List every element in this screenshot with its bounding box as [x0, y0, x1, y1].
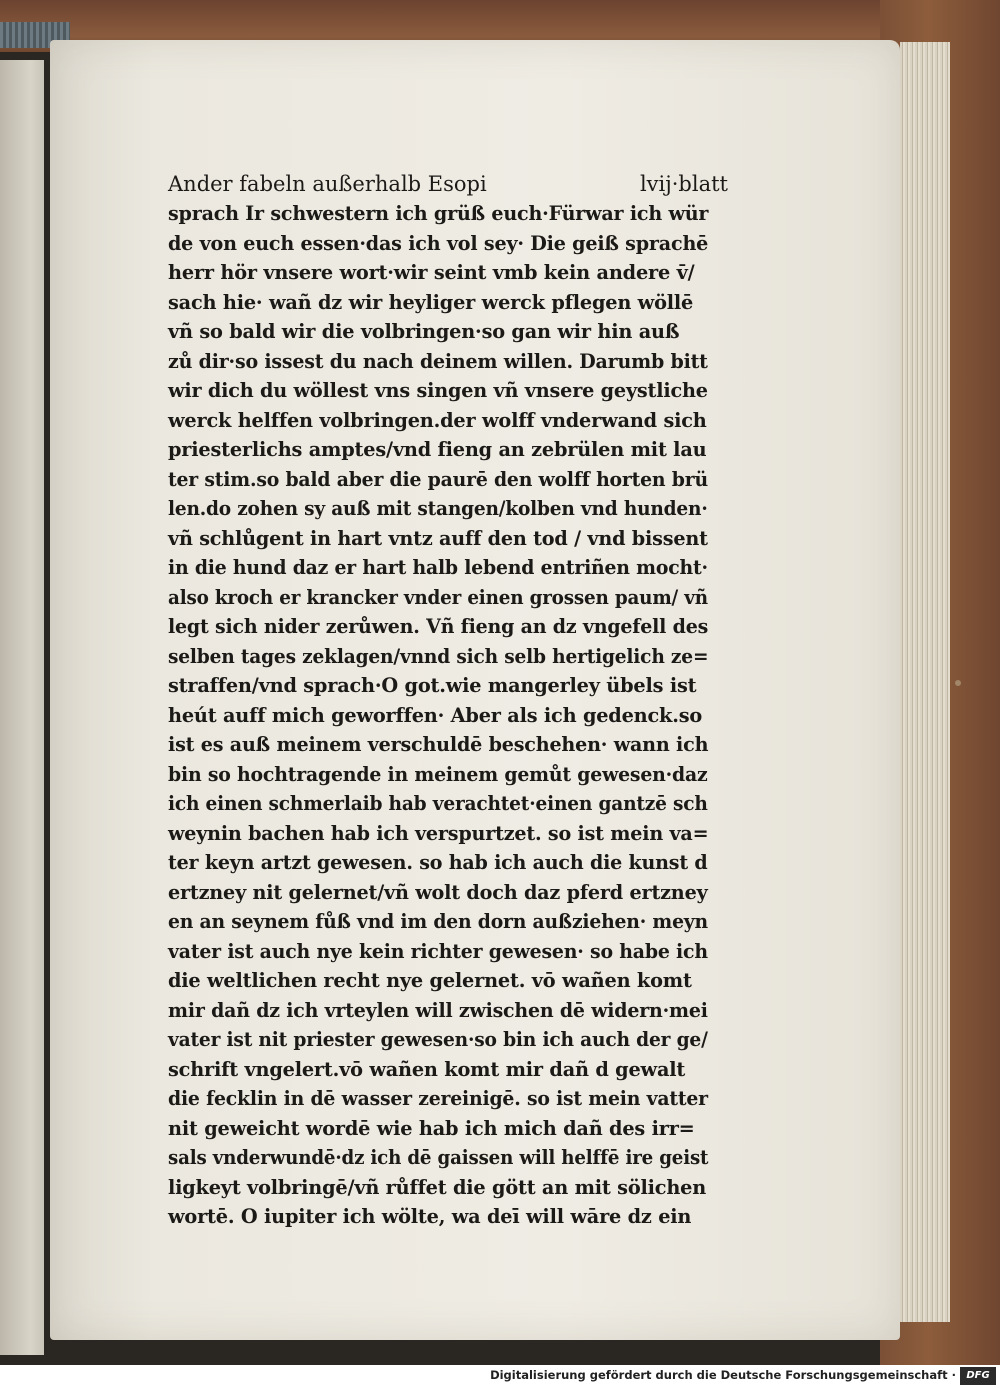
running-title: Ander fabeln außerhalb Esopi	[168, 172, 487, 196]
text-line: ligkeyt volbringē/vñ růffet die gött an mit sölichen	[168, 1174, 707, 1199]
text-line: also kroch er krancker vnder einen grossen paum/ vñ	[168, 584, 708, 609]
body-text	[168, 199, 728, 1232]
text-line: ter keyn artzt gewesen. so hab ich auch die kunst d	[168, 850, 708, 874]
text-line: vñ so bald wir die volbringen·so gan wir hin auß	[168, 319, 680, 343]
text-line: bin so hochtragende in meinem gemůt gewesen·daz	[168, 761, 708, 786]
text-line: legt sich nider zerůwen. Vñ fieng an dz vngefell des	[168, 614, 709, 638]
paper-spot	[955, 680, 961, 686]
dfg-logo-icon: DFG	[960, 1367, 996, 1385]
text-line: wortē. O iupiter ich wölte, wa deī will wāre dz ein	[168, 1204, 692, 1228]
text-line: in die hund daz er hart halb lebend entriñen mocht·	[168, 555, 708, 579]
text-line: en an seynem fůß vnd im den dorn außziehen· meyn	[168, 909, 708, 933]
text-line: priesterlichs amptes/vnd fieng an zebrülen mit lau	[168, 437, 707, 461]
text-line: weynin bachen hab ich verspurtzet. so ist mein va=	[168, 820, 709, 845]
page-text-block	[168, 170, 728, 1232]
text-line: herr hör vnsere wort·wir seint vmb kein andere v̄/	[168, 260, 695, 284]
running-header	[168, 170, 728, 199]
text-line: wir dich du wöllest vns singen vñ vnsere geystliche	[168, 378, 708, 402]
page-edges	[900, 42, 950, 1322]
text-line: sach hie· wañ dz wir heyliger werck pflegen wöllē	[168, 289, 694, 314]
book-page	[50, 40, 900, 1340]
text-line: vñ schlůgent in hart vntz auff den tod / vnd bissent	[168, 525, 708, 550]
text-line: vater ist auch nye kein richter gewesen· so habe ich	[168, 938, 708, 963]
text-line: zů dir·so issest du nach deinem willen. Darumb bitt	[168, 348, 708, 373]
funding-credit: Digitalisierung gefördert durch die Deutsche Forschungsgemeinschaft ·	[490, 1368, 956, 1382]
text-line: die fecklin in dē wasser zereinigē. so ist mein vatter	[168, 1086, 708, 1110]
text-line: nit geweicht wordē wie hab ich mich dañ des irr=	[168, 1115, 695, 1140]
text-line: ist es auß meinem verschuldē beschehen· wann ich	[168, 732, 709, 756]
text-line: mir dañ dz ich vrteylen will zwischen dē widern·mei	[168, 997, 708, 1022]
folio-number: lvij·blatt	[639, 172, 728, 196]
text-line: heút auff mich geworffen· Aber als ich gedenck.so	[168, 702, 703, 727]
text-line: ich einen schmerlaib hab verachtet·einen gantzē sch	[168, 791, 708, 815]
text-line: die weltlichen recht nye gelernet. vō wañen komt	[168, 968, 692, 992]
text-line: ertzney nit gelernet/vñ wolt doch daz pferd ertzney	[168, 879, 708, 904]
text-line: de von euch essen·das ich vol sey· Die geiß sprachē	[168, 230, 709, 255]
text-line: sals vnderwundē·dz ich dē gaissen will helffē ire geist	[168, 1145, 709, 1169]
facing-page-strip	[0, 60, 44, 1355]
text-line: schrift vngelert.vō wañen komt mir dañ d gewalt	[168, 1056, 686, 1081]
text-line: straffen/vnd sprach·O got.wie mangerley übels ist	[168, 673, 697, 697]
text-line: ter stim.so bald aber die paurē den wolff horten brü	[168, 466, 708, 491]
text-line: len.do zohen sy auß mit stangen/kolben vnd hunden·	[168, 496, 708, 520]
footer-bar	[0, 1365, 1000, 1389]
text-line: werck helffen volbringen.der wolff vnderwand sich	[168, 407, 707, 432]
text-line: selben tages zeklagen/vnnd sich selb hertigelich ze=	[168, 643, 709, 668]
text-line: sprach Ir schwestern ich grüß euch·Fürwar ich wür	[168, 201, 709, 225]
text-line: vater ist nit priester gewesen·so bin ich auch der ge/	[168, 1027, 708, 1051]
